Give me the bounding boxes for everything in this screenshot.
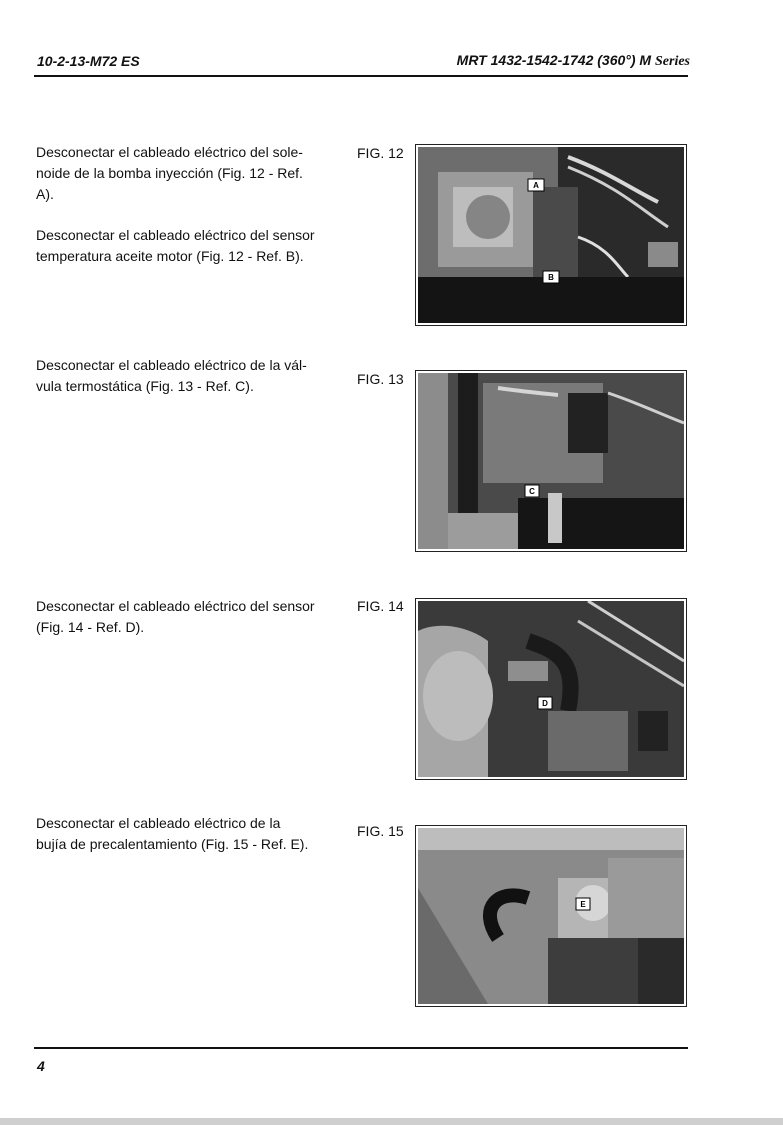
figure-13-photo: [415, 370, 687, 552]
ref-label: E: [580, 900, 586, 909]
figure-label: FIG. 12: [357, 145, 404, 161]
figure-label: FIG. 15: [357, 823, 404, 839]
instruction-text: Desconectar el cableado eléctrico de la bujía de precalentamiento (Fig. 15 - Ref. E).: [36, 815, 309, 852]
ref-label: D: [542, 699, 548, 708]
viewer-bottom-bar: [0, 1118, 783, 1125]
ref-label: C: [529, 487, 535, 496]
footer-rule: [34, 1047, 688, 1049]
model-title-main: MRT 1432-1542-1742 (360°) M: [456, 52, 652, 68]
figure-12-photo: [415, 144, 687, 326]
figure-15-photo: [415, 825, 687, 1007]
instruction-text: Desconectar el cableado eléctrico del sole- noide de la bomba inyección (Fig. 12 - Ref. A).: [36, 144, 303, 202]
figure-label: FIG. 13: [357, 371, 404, 387]
instruction-text: Desconectar el cableado eléctrico de la vál- vula termostática (Fig. 13 - Ref. C).: [36, 357, 307, 394]
ref-label: B: [548, 273, 554, 282]
page-number: 4: [37, 1058, 45, 1074]
instruction-text: Desconectar el cableado eléctrico del sensor temperatura aceite motor (Fig. 12 - Ref. B).: [36, 227, 315, 264]
header-rule: [34, 75, 688, 77]
model-title: [457, 52, 690, 70]
figure-14-photo: [415, 598, 687, 780]
figure-label: FIG. 14: [357, 598, 404, 614]
instruction-text: Desconectar el cableado eléctrico del sensor (Fig. 14 - Ref. D).: [36, 598, 315, 635]
document-code: 10-2-13-M72 ES: [37, 53, 140, 69]
model-title-series: Series: [655, 54, 690, 69]
ref-label: A: [533, 181, 539, 190]
